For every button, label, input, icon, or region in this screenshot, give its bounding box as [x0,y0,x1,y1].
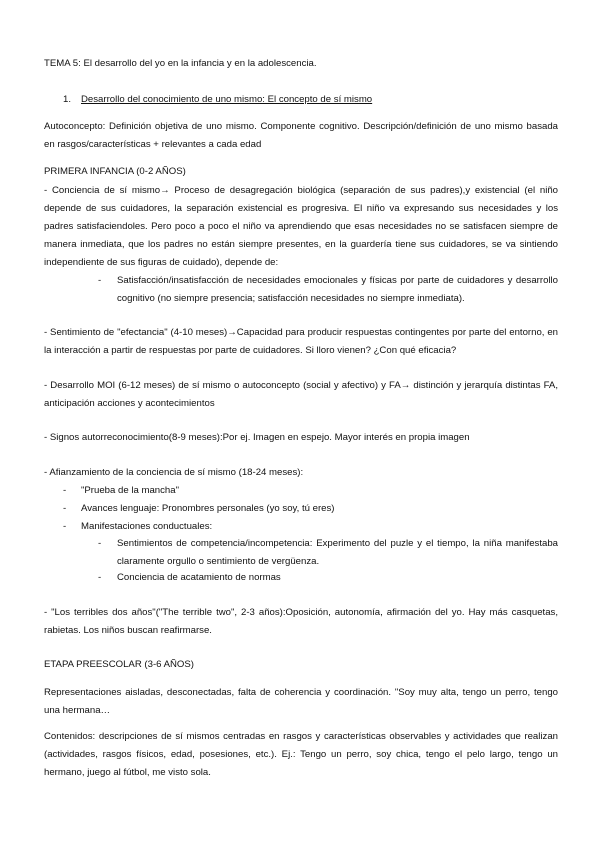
prueba-mancha-bullet: "Prueba de la mancha" [81,485,180,496]
afianzamiento-paragraph: - Afianzamiento de la conciencia de sí mismo (18-24 meses): [44,467,304,478]
moi-paragraph: - Desarrollo MOI (6-12 meses) de sí mismo o autoconcepto (social y afectivo) y FA→ distinción y jerarquía distintas FA, anticipación acciones y acontecimientos [44,380,558,409]
bullet-marker: - [63,503,67,514]
terribles-paragraph: - "Los terribles dos años"("The terrible two", 2-3 años):Oposición, autonomía, afirmación del yo. Hay más casquetas, rabietas. Los niños buscan reafirmarse. [44,607,558,636]
competencia-bullet: Sentimientos de competencia/incompetencia: Experimento del puzle y el tiempo, la niña manifestaba claramente orgullo o sentimiento de vergüenza. [117,538,558,567]
normas-bullet: Conciencia de acatamiento de normas [117,572,281,583]
section-heading: Desarrollo del conocimiento de uno mismo: El concepto de sí mismo [81,94,373,105]
representaciones-paragraph: Representaciones aisladas, desconectadas, falta de coherencia y coordinación. "Soy muy alta, tengo un perro, tengo una hermana… [44,687,558,716]
bullet-marker: - [63,485,67,496]
autoconcepto-paragraph: Autoconcepto: Definición objetiva de uno mismo. Componente cognitivo. Descripción/definición de uno mismo basada en rasgos/características + relevantes a cada edad [44,121,558,150]
manifestaciones-bullet: Manifestaciones conductuales: [81,521,213,532]
document-title: TEMA 5: El desarrollo del yo en la infancia y en la adolescencia. [44,58,317,69]
conciencia-paragraph: - Conciencia de sí mismo→ Proceso de desagregación biológica (separación de sus padres),y existencial (el niño depende de sus cuidadores, la separación existencial es progresiva. El niño va expresando sus necesidades y los padres satisfaciendoles. Pero poco a poco el niño va aprendiendo que esas necesidades no se satisfacen siempre de manera inmediata, que los padres no están siempre presentes, en la guardería tiene sus cuidadores, se va sintiendo independiente de sus figuras de cuidado), depende de: [44,185,558,268]
sub-bullet-marker: - [98,538,102,549]
etapa-preescolar-heading: ETAPA PREESCOLAR (3-6 AÑOS) [44,659,194,670]
satisfaccion-bullet: Satisfacción/insatisfacción de necesidades emocionales y físicas por parte de cuidadores y desarrollo cognitivo (no siempre presencia; satisfacción necesidades no siempre inmediata). [117,275,558,304]
bullet-marker: - [63,521,67,532]
contenidos-paragraph: Contenidos: descripciones de sí mismos centradas en rasgos y características observables y actividades que realizan (actividades, rasgos físicos, edad, posesiones, etc.). Ej.: Tengo un perro, soy chica, tengo el pelo largo, tengo un hermano, juego al fútbol, me visto sola. [44,731,558,778]
sub-bullet-marker: - [98,572,102,583]
efectancia-paragraph: - Sentimiento de "efectancia" (4-10 meses)→Capacidad para producir respuestas contingentes por parte del entorno, en la interacción a partir de respuestas por parte de cuidadores. Si lloro vienen? ¿Con qué eficacia? [44,327,558,356]
section-number: 1. [63,94,72,105]
lenguaje-bullet: Avances lenguaje: Pronombres personales (yo soy, tú eres) [81,503,335,514]
sub-bullet-marker: - [98,275,102,286]
primera-infancia-heading: PRIMERA INFANCIA (0-2 AÑOS) [44,166,186,177]
signos-paragraph: - Signos autorreconocimiento(8-9 meses):Por ej. Imagen en espejo. Mayor interés en propia imagen [44,432,470,443]
